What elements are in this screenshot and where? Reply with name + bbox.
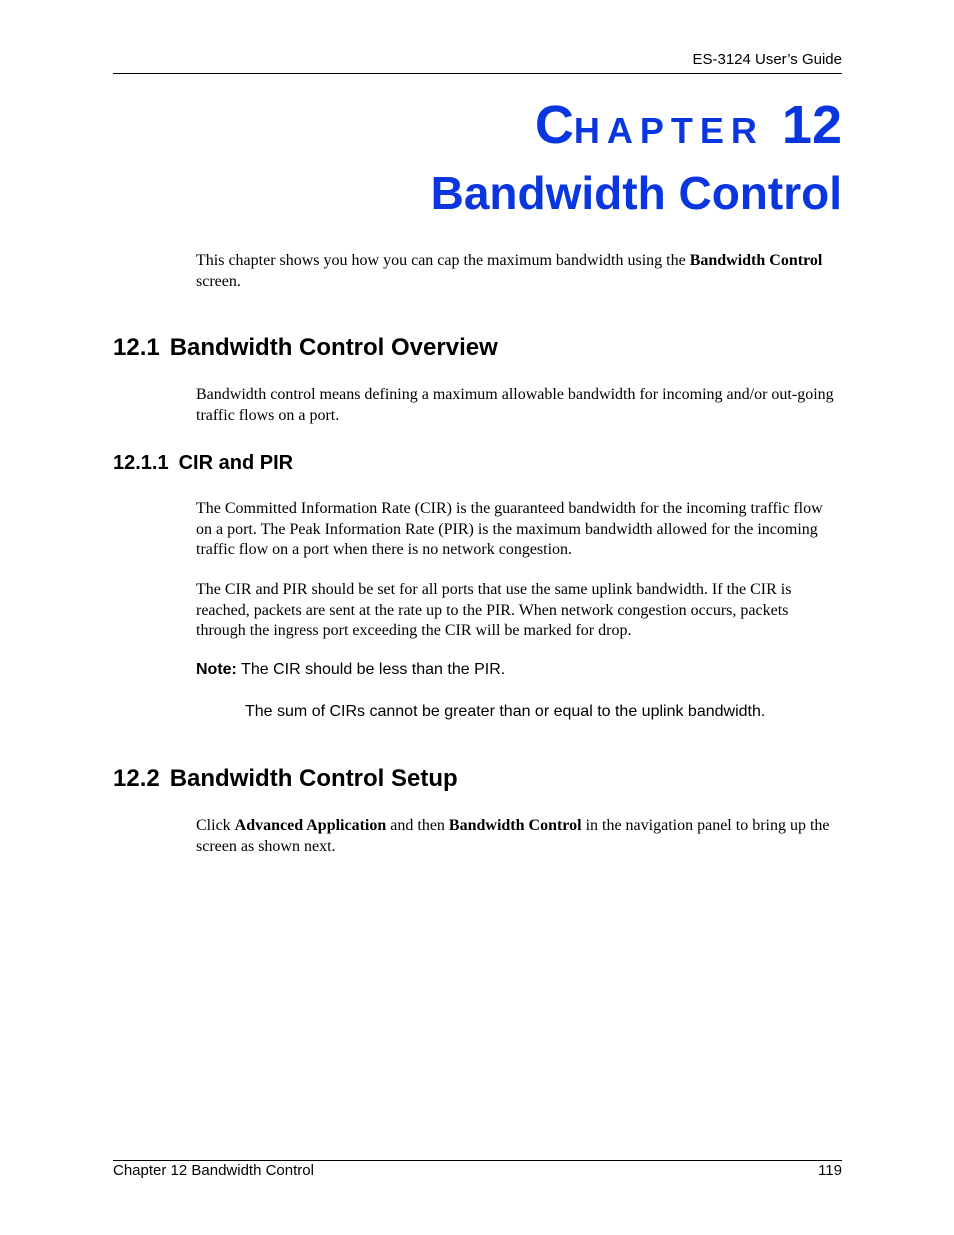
section-heading-setup [113,765,458,793]
note [196,661,505,679]
header-divider [113,73,842,74]
guide-title: ES-3124 User’s Guide [692,51,842,68]
section-number: 12.2 [113,765,160,792]
footer-divider [113,1160,842,1161]
section-title: Bandwidth Control Setup [169,765,458,792]
setup-text-1: Click [196,817,235,834]
footer-page-number: 119 [818,1162,842,1179]
setup-paragraph [196,816,842,857]
note-label: Note: [196,661,237,678]
intro-bold-term: Bandwidth Control [689,252,823,269]
setup-text-3: in the navigation panel to bring up the screen as shown next. [196,817,830,855]
setup-bold-bandwidth-control: Bandwidth Control [448,817,582,834]
cir-pir-paragraph-1: The Committed Information Rate (CIR) is the guaranteed bandwidth for the incoming traffic flow on a port. The Peak Information Rate (PIR) is the maximum bandwidth allowed for the incoming traffic flow on a port when there is no network congestion. [196,500,823,558]
subsection-heading-cir-pir [113,452,293,475]
note-continuation: The sum of CIRs cannot be greater than or equal to the uplink bandwidth. [245,703,766,720]
footer-chapter-ref: Chapter 12 Bandwidth Control [113,1162,314,1179]
cir-pir-paragraph-2: The CIR and PIR should be set for all ports that use the same uplink bandwidth. If the CIR is reached, packets are sent at the rate up to the PIR. When network congestion occurs, packets through the ingress port exceeding the CIR will be marked for drop. [196,581,792,639]
subsection-title: CIR and PIR [178,452,294,474]
chapter-label [534,95,842,155]
chapter-label-initial: C [534,95,574,155]
section-title: Bandwidth Control Overview [169,334,498,361]
chapter-label-rest: HAPTER [573,110,764,151]
note-text: The CIR should be less than the PIR. [236,661,506,678]
intro-text-1: This chapter shows you how you can cap the maximum bandwidth using the [196,252,690,269]
overview-paragraph: Bandwidth control means defining a maximum allowable bandwidth for incoming and/or out-going traffic flows on a port. [196,386,834,424]
setup-text-2: and then [386,817,449,834]
chapter-number: 12 [781,95,842,155]
setup-bold-advanced-application: Advanced Application [234,817,387,834]
section-heading-overview [113,334,498,362]
chapter-title: Bandwidth Control [430,167,842,219]
section-number: 12.1 [113,334,160,361]
intro-text-2: screen. [196,272,241,290]
intro-paragraph [196,251,842,292]
subsection-number: 12.1.1 [113,452,169,474]
